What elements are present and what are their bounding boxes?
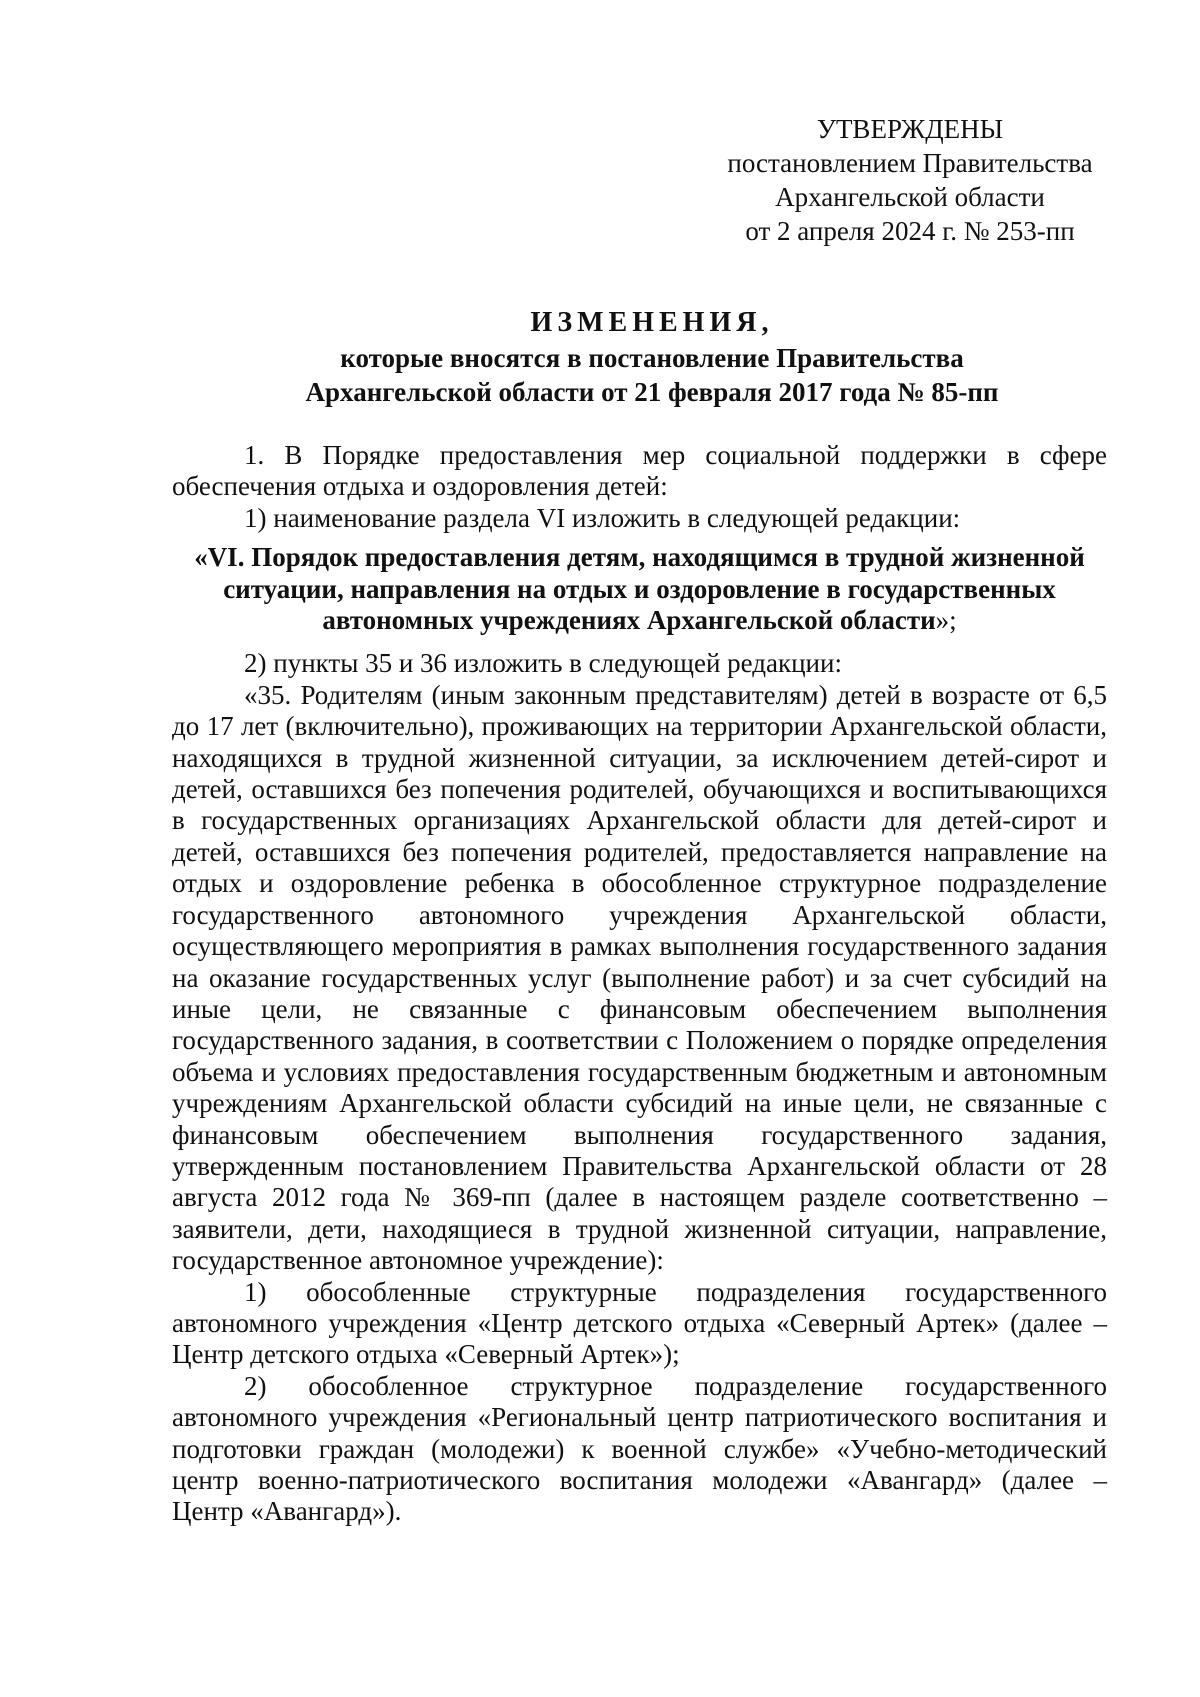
approval-authority: постановлением Правительства [727, 148, 1093, 178]
document-title: ИЗМЕНЕНИЯ, [530, 307, 774, 338]
approval-stamp [690, 112, 1130, 248]
paragraph-subitem-1: 1) обособленные структурные подразделения государственного автономного учреждения «Центр детского отдыха «Северный Артек» (далее – Центр детского отдыха «Северный Артек»); [172, 1276, 1107, 1370]
document-subtitle-line1: которые вносятся в постановление Правительства [340, 343, 964, 373]
document-subtitle-line2: Архангельской области от 21 февраля 2017 года № 85-пп [305, 377, 999, 407]
paragraph-subitem-2: 2) обособленное структурное подразделение государственного автономного учреждения «Региональный центр патриотического воспитания и подготовки граждан (молодежи) к военной службе» «Учебно-методический центр военно-патриотического воспитания молодежи «Авангард» (далее – Центр «Авангард»). [172, 1370, 1107, 1527]
paragraph-item-1: 1) наименование раздела VI изложить в следующей редакции: [244, 502, 961, 533]
approval-date-number: от 2 апреля 2024 г. № 253-пп [745, 216, 1075, 246]
approval-title: УТВЕРЖДЕНЫ [816, 114, 1004, 144]
paragraph-point-35: «35. Родителям (иным законным представителям) детей в возрасте от 6,5 до 17 лет (включительно), проживающих на территории Архангельской области, находящихся в трудной жизненной ситуации, за исключением детей-сирот и детей, оставшихся без попечения родителей, обучающихся и воспитывающихся в государственных организациях Архангельской области для детей-сирот и детей, оставшихся без попечения родителей, предоставляется направление на отдых и оздоровление ребенка в обособленное структурное подразделение государственного автономного учреждения Архангельской области, осуществляющего мероприятия в рамках выполнения государственного задания на оказание государственных услуг (выполнение работ) и за счет субсидий на иные цели, не связанные с финансовым обеспечением выполнения государственного задания, в соответствии с Положением о порядке определения объема и условиях предоставления государственным бюджетным и автономным учреждениям Архангельской области субсидий на иные цели, не связанные с финансовым обеспечением выполнения государственного задания, утвержденным постановлением Правительства Архангельской области от 28 августа 2012 года № 369-пп (далее в настоящем разделе соответственно – заявители, дети, находящиеся в трудной жизненной ситуации, направление, государственное автономное учреждение): [172, 679, 1107, 1276]
section-title-quote [172, 542, 1107, 636]
paragraph-1: 1. В Порядке предоставления мер социальной поддержки в сфере обеспечения отдыха и оздоровления детей: [172, 440, 1107, 502]
section-title-text: «VI. Порядок предоставления детям, находящимся в трудной жизненной ситуации, направления на отдых и оздоровление в государственных автономных учреждениях Архангельской области [194, 542, 1085, 636]
document-body [172, 440, 1107, 1528]
approval-region: Архангельской области [775, 182, 1045, 212]
section-title-tail: »; [935, 605, 957, 636]
paragraph-item-2: 2) пункты 35 и 36 изложить в следующей редакции: [244, 648, 842, 679]
document-heading [172, 306, 1132, 409]
